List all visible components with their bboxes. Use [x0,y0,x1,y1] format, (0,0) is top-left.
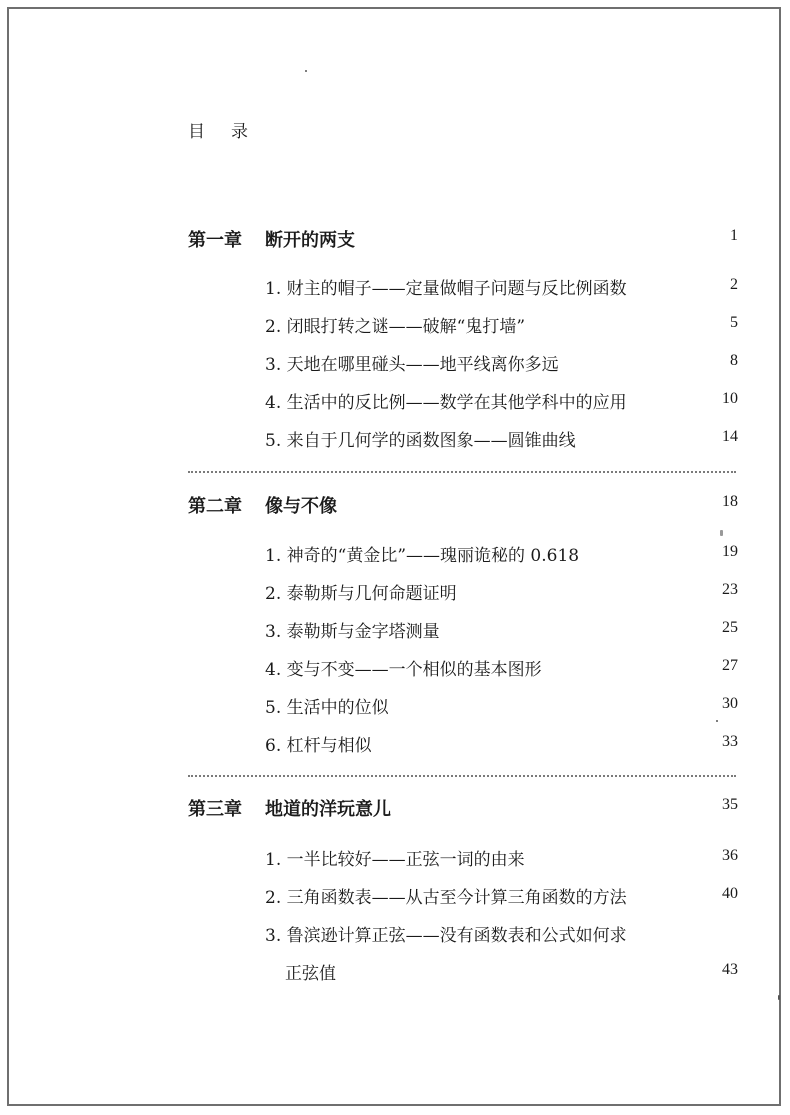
page-number: 1 [730,227,738,244]
page-number: 19 [722,543,738,560]
toc-entry[interactable] [265,312,738,340]
entry-title: 1. 财主的帽子——定量做帽子问题与反比例函数 [265,279,627,299]
toc-entry[interactable] [265,883,738,911]
toc-entry[interactable] [265,617,738,645]
entry-title: 5. 来自于几何学的函数图象——圆锥曲线 [265,431,576,451]
page-number: 23 [722,581,738,598]
page-number: 27 [722,657,738,674]
chapter-number: 第一章 [188,230,242,251]
entry-title: 正弦值 [285,964,336,984]
toc-entry[interactable] [265,579,738,607]
entry-title: 2. 三角函数表——从古至今计算三角函数的方法 [265,888,627,908]
chapter-number: 第三章 [188,799,242,820]
chapter-divider [188,775,736,777]
chapter-heading[interactable] [188,226,738,254]
entry-title: 1. 神奇的“黄金比”——瑰丽诡秘的 0.618 [265,546,580,566]
page-number: 43 [722,961,738,978]
scan-speck [305,70,307,72]
toc-entry[interactable] [265,350,738,378]
page-number: 5 [730,314,738,331]
entry-title: 1. 一半比较好——正弦一词的由来 [265,850,525,870]
entry-title: 2. 闭眼打转之谜——破解“鬼打墙” [265,317,526,337]
toc-heading-char: 目 [188,122,205,142]
page-number: 18 [722,493,738,510]
toc-entry[interactable] [265,426,738,454]
toc-heading-char: 录 [231,122,248,142]
toc-entry[interactable] [265,274,738,302]
scan-speck [720,530,723,536]
page-number: 35 [722,796,738,813]
chapter-title: 像与不像 [265,496,337,517]
toc-entry[interactable] [265,388,738,416]
toc-entry[interactable] [265,541,738,569]
scan-speck [716,720,718,722]
chapter-number: 第二章 [188,496,242,517]
chapter-divider [188,471,736,473]
entry-title: 3. 天地在哪里碰头——地平线离你多远 [265,355,559,375]
entry-title: 2. 泰勒斯与几何命题证明 [265,584,457,604]
page-number: 14 [722,428,738,445]
page-number: 40 [722,885,738,902]
entry-title: 6. 杠杆与相似 [265,736,372,756]
chapter-title: 地道的洋玩意儿 [265,799,391,820]
page-number: 36 [722,847,738,864]
scan-speck [778,995,780,1000]
toc-heading [188,117,248,142]
chapter-heading[interactable] [188,492,738,520]
page-number: 25 [722,619,738,636]
entry-title: 5. 生活中的位似 [265,698,389,718]
toc-entry[interactable] [265,655,738,683]
toc-entry[interactable] [265,921,738,949]
toc-entry-continuation[interactable] [285,959,738,987]
chapter-heading[interactable] [188,795,738,823]
page-number: 30 [722,695,738,712]
chapter-title: 断开的两支 [265,230,355,251]
entry-title: 3. 泰勒斯与金字塔测量 [265,622,440,642]
page-number: 10 [722,390,738,407]
page-number: 33 [722,733,738,750]
page-number: 2 [730,276,738,293]
entry-title: 4. 变与不变——一个相似的基本图形 [265,660,542,680]
toc-entry[interactable] [265,693,738,721]
page-number: 8 [730,352,738,369]
entry-title: 3. 鲁滨逊计算正弦——没有函数表和公式如何求 [265,926,627,946]
toc-entry[interactable] [265,731,738,759]
entry-title: 4. 生活中的反比例——数学在其他学科中的应用 [265,393,627,413]
toc-entry[interactable] [265,845,738,873]
